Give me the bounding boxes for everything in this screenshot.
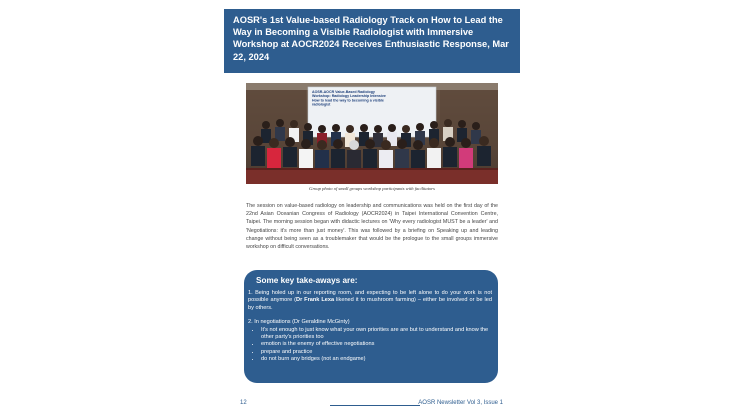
takeaways-title: Some key take-aways are: [256,276,358,285]
publication-label: AOSR Newsletter Vol 3, Issue 1 [418,400,503,406]
article-header [224,9,520,73]
footer-divider [330,405,420,406]
list-item: • emotion is the enemy of effective negotiations [261,341,492,348]
page-footer [0,400,744,412]
negotiation-bullet-list [248,327,492,364]
article-body-paragraph: The session on value-based radiology on leadership and communications was held on the first day of the 22nd Asian Oceanian Congress of Radiology (AOCR2024) in Taipei International Convention Centre, Taipei. The morning session began with didactic lectures on 'Why every radiologist MUST be a leader' and 'Negotiations: it's more than just money'. This was followed by a briefing on Speaking up and leading change without being seen as a troublemaker that would be the prologue to the small groups immersive workshop on difficult conversations. [246,203,498,251]
takeaway-point-1-text-end: likened it to mushroom farming) – either be involved or be led by others. [248,297,492,311]
list-item: • do not burn any bridges (not an endgame) [261,356,492,363]
screen-text-line: How to lead the way to becoming a visible [312,98,384,103]
photo-caption: Group photo of small groups workshop participants with facilitators [309,186,435,191]
list-item: • prepare and practice [261,349,492,356]
speaker-name: Dr Frank Lexa [296,297,335,304]
screen-text-line: AOSR-AOCR Value-Based Radiology [312,90,375,94]
screen-text-line: radiologist [312,102,331,107]
takeaway-point-1 [248,290,492,312]
screen-text-line: Workshop: Radiology Leadership Intensive [312,94,386,99]
group-photo [246,83,498,184]
takeaway-point-1-text: 1. Being holed up in our reporting room, and expecting to be left alone to do your work is not possible anymore ( [248,290,492,304]
page-number: 12 [240,400,247,406]
group-photo-illustration [246,83,498,184]
list-item: • It's not enough to just know what your own priorities are are but to understand and know the other party's priorities too [261,327,492,342]
article-title: AOSR's 1st Value-based Radiology Track on How to Lead the Way in Becoming a Visible Radiologist with Immersive Workshop at AOCR2024 Receives Enthusiastic Response, Mar 22, 2024 [233,15,509,62]
key-takeaways-box [244,270,498,383]
takeaway-point-2: 2. In negotiations (Dr Geraldine McGinty) [248,319,350,326]
